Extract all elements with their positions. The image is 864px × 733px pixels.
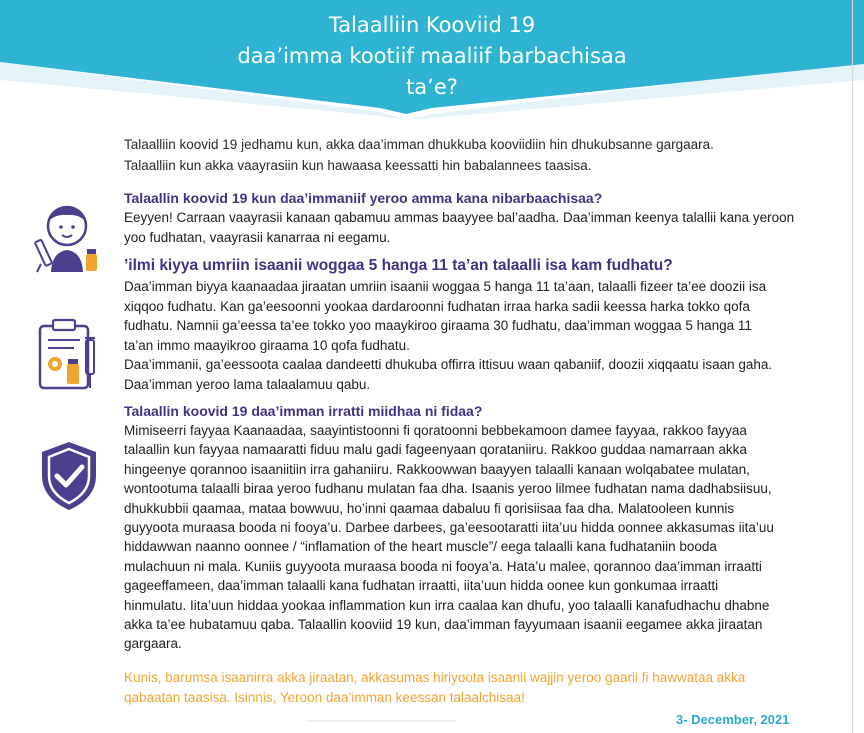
body-line: Eeyyen! Carraan vaayrasii kanaan qabamuu ammas baayyee bal’aadha. Daa’imman keenya talallii kana yeroon [124,210,795,225]
body-line: talaallin kun fayyaa namaaratti fiduu malu gadi fageenyaan qorataniiru. Rakkoo guddaa namarraan akka [124,442,747,458]
body-line: wontootuma talaalli biraa yeroo fudhanu mulatan faa dha. Isaanis yeroo lilmee fudhatan nama dadhabsiisuu, [124,481,772,497]
intro-paragraph [124,134,844,176]
body-line: Daa’imman biyya kaanaadaa jiraatan umriin isaanii woggaa 5 hanga 11 ta’aan, talaalli fizeer ta’ee doozii isa [124,279,767,294]
page-border [852,0,853,733]
body-line: gargaara. [124,636,182,652]
body-line: hiddawwan naanno oonnee / “inflamation of the heart muscle”/ eega talaalli kana fudhataniin booda [124,539,717,555]
body-line: dhukkubbii qaamaa, mataa bowwuu, ho’inni qaamaa dabaluu fi qorisiisaa faa dha. Malatooleen kunnis [124,500,735,516]
body-line: Mimiseerri fayyaa Kaanaadaa, saayintistoonni fi qoratoonni bebbekamoon damee fayyaa, rakkoo fayyaa [124,423,747,438]
section-heading: ’ilmi kiyya umriin isaanii woggaa 5 hanga 11 ta’an talaalli isa kam fudhatu? [124,257,673,274]
title-line: Talaalliin Kooviid 19 [328,13,536,37]
body-line: mulachuun ni mala. Kuniis guyyoota muraasa booda ni fooya’a. Hata’u malee, qorannoo daa’imman irraatti [124,558,762,574]
closing-message [124,668,844,708]
body-line: fudhatu. Namnii ga’eessa ta’ee tokko yoo maaykiroo giraama 30 fudhatu, daa’imman woggaa 5 hanga 11 [124,318,752,333]
section-side-effects [124,401,844,654]
body-line: xiqqoo fudhatu. Kan ga’eesoonni yookaa dardaroonni fudhatan irraa harka sadii keessa harka tokko qofa [124,298,750,314]
intro-line: Talaalliin kun akka vaayrasiin kun hawaasa keessatti hin babalannees taasisa. [124,158,592,173]
closing-line: Kunis, barumsa isaanirra akka jiraatan, akkasumas hiriyoota isaanii wajjin yeroo gaarii fi hawwataa akka [124,670,746,685]
body-line: guyyoota muraasa booda ni fooya’u. Darbee darbees, ga’eesootaratti iita’uu hidda oonnee akkasumas iita’uu [124,520,774,536]
footer-divider [308,720,456,722]
body-line: akka ta’ee hubatamuu qaba. Talaallin kooviid 19 kun, daa’imman fayyumaan isaanii eegamee akka jiraatan [124,617,763,633]
section-heading: Talaallin koovid 19 daa’imman irratti miidhaa ni fidaa? [124,403,483,419]
header-banner [0,0,864,120]
page-title [0,10,864,103]
child-vaccine-icon [34,196,102,281]
closing-line: qabaatan taasisa. Isinnis, Yeroon daa’imman keessan talaalchisaa! [124,690,525,705]
intro-line: Talaalliin koovid 19 jedhamu kun, akka daa’imman dhukkuba kooviidiin hin dhukubsanne gargaara. [124,137,714,152]
section-need-now [124,188,844,247]
section-which-vaccine [124,255,844,394]
body-line: Daa’imman yeroo lama talaalamuu qabu. [124,376,371,392]
publish-date: 3- December, 2021 [676,712,790,727]
body-line: yoo fudhatan, vaayrasii kanarraa ni eegamu. [124,229,391,245]
title-line: daa’imma kootiif maaliif barbachisaa [237,44,627,68]
shield-check-icon [38,440,100,517]
body-line: gageeffameen, daa’imman talaalli kana fudhatan irraatti, iita’uun hidda oonee kun gonkumaa irraatti [124,578,719,594]
body-line: Daa’immanii, ga’eessoota caalaa dandeetti dhukuba offirra ittisuu waan qabaniif, doozii xiqqaatu isaan gaha. [124,357,773,372]
section-body [124,208,844,247]
clipboard-vial-icon [36,318,104,399]
body-line: hingeenye qorannoo isaaniitiin irra gahaniiru. Rakkoowwan baayyen talaalli kanaan wolqabatee mulatan, [124,461,750,477]
section-heading: Talaallin koovid 19 kun daa’immaniif yeroo amma kana nibarbaachisaa? [124,190,603,206]
title-line: ta’e? [406,75,458,99]
section-body [124,421,844,654]
body-line: hinmulatu. Iita’uun hiddaa yookaa inflammation kun irra caalaa kan dhufu, yoo talaalli kanafudhachu dhabne [124,597,770,613]
body-line: ta’an immo maayikroo giraama 10 qofa fudhatu. [124,337,410,353]
section-body [124,277,844,394]
